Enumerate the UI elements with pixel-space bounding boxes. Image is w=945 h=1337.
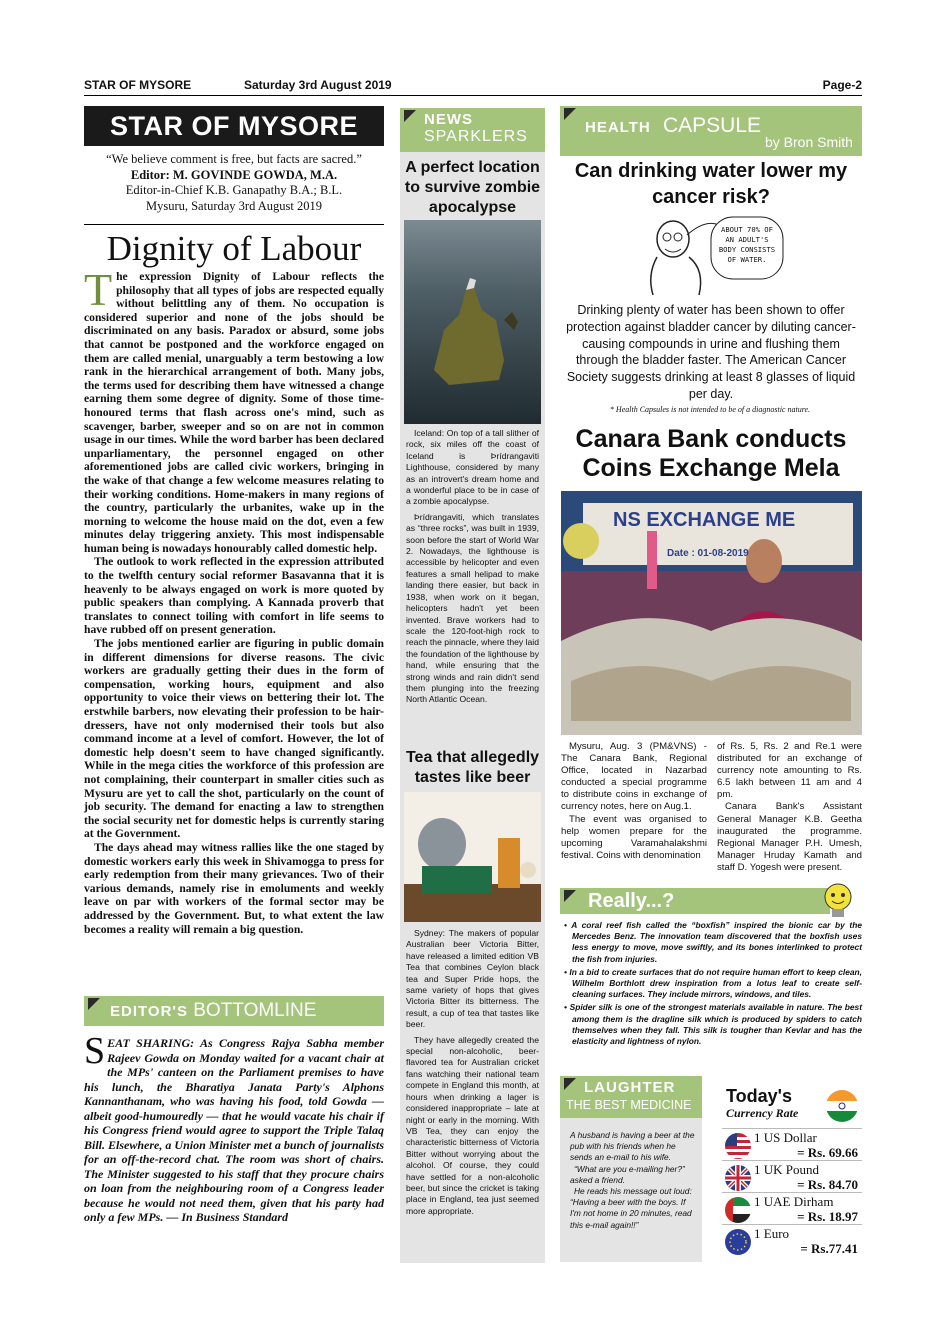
sparklers-banner — [400, 108, 545, 152]
health-disclaimer: * Health Capsules is not intended to be of a diagnostic nature. — [609, 405, 811, 414]
masthead-info — [84, 152, 384, 214]
corner-mark-icon — [88, 998, 100, 1010]
currency-row — [722, 1192, 862, 1224]
photo-banner-text: NS EXCHANGE ME — [613, 509, 796, 531]
corner-mark-icon — [564, 108, 576, 120]
tea-photo — [404, 792, 541, 922]
health-label-b: CAPSULE — [663, 114, 762, 137]
really-label: Really...? — [588, 890, 675, 912]
bottomline-label-a: EDITOR'S — [110, 1003, 188, 1020]
canara-paragraph: Mysuru, Aug. 3 (PM&VNS) - The Canara Bank, Regional Office, located in Nazarbad conducted a special programme to distribute coins in exchange of currency notes, here on Aug.1. — [561, 741, 707, 813]
editorial-paragraph: The jobs mentioned earlier are figuring in public domain in different dimensions for diverse reasons. The civic workers are gradually getting their dues in the form of compensation, working hours, equipment and also opportunity to voice their views on bettering their lot. The erstwhile barbers, now elevating their profession to be hair-dressers, have not only modernised their tools but also command income at a level of comfort. However, the lot of domestic help doesn't seem to have changed significantly. While in the mega cities the workforce of this profession are not complaining, their counterpart in smaller cities such as Mysuru are yet to call the shot, particularly on the count of job security. The demand for enacting a law to strengthen the social security net for domestic helps is currently staring at the Government. — [84, 637, 384, 841]
sparkler-paragraph: They have allegedly created the special non-alcoholic, beer-flavored tea for Australian cricket fans watching their national team compete in England this month, at hours when drinking a lager is considered inappropriate – late at night or early in the morning. With VB Tea, they can enjoy the characteristic bitterness of Victoria Bitter without worrying about the alcohol. Of course, they could have settled for a non-alcoholic beer, but since the cricket is taking place in England, tea just seemed more appropriate. — [406, 1034, 539, 1216]
laughter-banner — [560, 1076, 702, 1118]
laughter-label-b: THE BEST MEDICINE — [566, 1098, 692, 1112]
health-banner — [560, 106, 862, 156]
health-byline: by Bron Smith — [765, 134, 853, 150]
bottomline-label-b: BOTTOMLINE — [193, 1000, 317, 1021]
really-item: • In a bid to create surfaces that do not require human effort to keep clean, Wilhelm Borthlott drew inspiration from a lotus leaf to create self-cleaning surfaces. They include mirrors, windows, and tiles. — [564, 966, 862, 1000]
us-flag-icon — [725, 1133, 751, 1159]
masthead-dateline: Mysuru, Saturday 3rd August 2019 — [145, 198, 323, 213]
masthead-editor: Editor: M. GOVINDE GOWDA, M.A. — [130, 167, 338, 182]
canara-headline: Canara Bank conducts Coins Exchange Mela — [575, 425, 847, 482]
sparkler-title-2: Tea that allegedly tastes like beer — [405, 749, 540, 786]
header-paper-name: STAR OF MYSORE — [84, 78, 192, 92]
sparkler-body-2 — [406, 928, 539, 1217]
laughter-label-a: LAUGHTER — [584, 1079, 676, 1096]
currency-label: 1 UK Pound — [754, 1162, 820, 1177]
masthead-quote: “We believe comment is free, but facts are sacred.” — [106, 152, 362, 166]
bottomline-banner — [84, 996, 384, 1026]
currency-label: 1 US Dollar — [754, 1130, 817, 1145]
corner-mark-icon — [404, 110, 416, 122]
uae-flag-icon — [725, 1197, 751, 1223]
currency-value: = Rs. 69.66 — [797, 1145, 858, 1160]
laughter-line: “What are you e-mailing her?” asked a friend. — [570, 1163, 685, 1185]
lightbulb-icon — [818, 880, 858, 920]
lighthouse-photo — [404, 220, 541, 424]
editorial-paragraph: he expression Dignity of Labour reflects the philosophy that all types of jobs are respected equally without belittling any of them. No occupation is considered superior and none of the jobs should be discriminated on any basis. Paradox or absurd, some jobs that cannot be postponed and the workforce engaged on them are called menial, unarguably a term bestowing a low rank in the hierarchical arrangement of both. Many jobs, the terms used for describing them have witnessed a change earning them some degree of dignity. Some of those time-honoured terms that flash across one's mind, such as scavenger, barber, sweeper and so on are not in common usage in our times. While the word barber has been declared unparliamentary, the personnel engaged on other aforementioned jobs are called civic workers, bringing in the wake of that change a few welcome measures relating to their working conditions. Home-makers in many regions of the country, particularly the urbanites, wake up in the morning to welcome the house maid on the dot, even a few minutes delay triggering anxiety. This most indispensable human being is nowadays honourably called domestic help. — [84, 270, 384, 555]
health-body: Drinking plenty of water has been shown to offer protection against bladder cancer by diluting cancer-causing compounds in urine and flushing them through the bladder faster. The American Cancer Society suggests drinking at least 8 glasses of liquid per day. — [566, 303, 856, 401]
corner-mark-icon — [564, 1078, 576, 1090]
health-question: Can drinking water lower my cancer risk? — [574, 160, 848, 208]
currency-value: = Rs.77.41 — [800, 1241, 858, 1256]
coin-mela-photo — [561, 491, 862, 735]
really-item: • A coral reef fish called the “boxfish” inspired the bionic car by the Mercedes Benz. The innovation team discovered that the boxfish uses less energy to move, move swiftly, and its bones interlinked to protect the fish from injuries. — [564, 920, 862, 964]
really-list — [564, 920, 862, 1049]
health-label-a: HEALTH — [585, 119, 651, 136]
laughter-text — [570, 1130, 698, 1231]
sparkler-paragraph: Þrídrangaviti, which translates as “three rocks”, was built in 1939, soon before the start of World War 2. Nowadays, the lighthouse is accessible by helicopter and even features a small helipad to make landing there easier, but back in 1938, when work on it began, helicopters hadn't yet been invented. Brave workers had to scale the 120-foot-high rock to reach the pinnacle, where they laid the foundation of the lighthouse by hand, while ensuring that the strong winds and rain didn't send them plunging into the freezing North Atlantic Ocean. — [406, 511, 539, 705]
sparklers-label-a: NEWS — [424, 111, 473, 128]
currency-row — [722, 1224, 862, 1256]
sparklers-label-b: SPARKLERS — [424, 128, 528, 145]
divider — [84, 224, 384, 225]
sparkler-paragraph: Sydney: The makers of popular Australian beer Victoria Bitter, have released a limited edition VB Tea that combines Ceylon black tea and Super Pride hops, the same variety of hops that gives Victoria Bitter its bitterness. The result, a cup of tea that tastes like beer. — [406, 928, 539, 1030]
bottomline-text — [84, 1030, 384, 1225]
currency-label: 1 UAE Dirham — [754, 1194, 834, 1209]
currency-label: 1 Euro — [754, 1226, 790, 1241]
header-date: Saturday 3rd August 2019 — [244, 78, 392, 92]
india-flag-icon — [826, 1090, 858, 1122]
really-item: • Spider silk is one of the strongest materials available in nature. The best among them is the dragline silk which is produced by spiders to catch themselves when they fall. This silk is tougher than Kevlar and has the elasticity and lightness of nylon. — [564, 1002, 862, 1047]
currency-row — [722, 1160, 862, 1192]
header-page-number: Page-2 — [822, 78, 862, 92]
canara-paragraph: Canara Bank's Assistant General Manager K.B. Geetha inaugurated the programme. Regional Manager P.H. Umesh, Manager Hruday Kamath and staff D. Yogesh were present. — [717, 801, 862, 873]
editorial-dropcap: T — [84, 264, 113, 315]
canara-paragraph: of Rs. 5, Rs. 2 and Re.1 were distributed for an exchange of currency note amounting to Rs. 6.5 lakh between 11 am and 4 pm. — [717, 741, 862, 801]
canara-col-2 — [717, 741, 862, 874]
editorial-paragraph: The outlook to work reflected in the expression attributed to the twelfth century social reformer Basavanna that it is heavenly to be always engaged on work is more quoted by public speakers than complying. A Kannada proverb that translates to connect toiling with comfort in life seems to have rubbed off on present generation. — [84, 555, 384, 637]
cartoon-caption: ABOUT 70% OF AN ADULT'S BODY CONSISTS OF WATER. — [718, 225, 776, 264]
bottomline-dropcap: S — [84, 1030, 106, 1072]
really-banner — [560, 888, 830, 914]
corner-mark-icon — [564, 890, 576, 902]
page-header — [84, 76, 862, 96]
currency-row — [722, 1128, 862, 1160]
canara-paragraph: The event was organised to help women prepare for the upcoming Varamahalakshmi festival. Coins with denomination — [561, 813, 707, 861]
laughter-line: He reads his message out loud: “Having a beer with the boys. If I'm not home in 20 minutes, read this e-mail again!!” — [570, 1186, 692, 1230]
cartoon — [645, 215, 785, 297]
editorial-body — [84, 264, 384, 936]
editorial-paragraph: The days ahead may witness rallies like the one staged by domestic workers early this week in Shivamogga to press for early redemption from their many grievances. Two of their various demands, namely rise in emoluments and weekly leave on par with workers of the formal sector may be addressed by the Government. But, to what extent the law becomes a reality will remain a big question. — [84, 840, 384, 936]
masthead-title: STAR OF MYSORE — [84, 106, 384, 146]
currency-value: = Rs. 18.97 — [797, 1209, 858, 1224]
currency-title: Today's — [726, 1086, 792, 1106]
canara-col-1 — [561, 741, 707, 862]
currency-value: = Rs. 84.70 — [797, 1177, 858, 1192]
sparkler-paragraph: Iceland: On top of a tall slither of rock, six miles off the coast of Iceland is Þrídrangaviti Lighthouse, considered by many as an introvert's dream home and a wonderful place to be in case of a zombie apocalypse. — [406, 428, 539, 507]
sparkler-title-1: A perfect location to survive zombie apocalypse — [404, 159, 541, 216]
eu-flag-icon — [725, 1229, 751, 1255]
sparkler-body-1 — [406, 428, 539, 706]
masthead-chief-editor: Editor-in-Chief K.B. Ganapathy B.A.; B.L. — [125, 183, 343, 197]
editorial-headline: Dignity of Labour — [106, 229, 362, 268]
laughter-line: A husband is having a beer at the pub with his friends when he sends an e-mail to his wife. — [570, 1130, 695, 1163]
currency-subtitle: Currency Rate — [726, 1106, 799, 1120]
uk-flag-icon — [725, 1165, 751, 1191]
photo-banner-date: Date : 01-08-2019 — [667, 548, 749, 559]
bottomline-body: EAT SHARING: As Congress Rajya Sabha member Rajeev Gowda on Monday waited for a vacant chair at the MPs' canteen on the Parliament premises to have his lunch, the Bharatiya Janata Party's Alphons Kannanthanam, who was having his food, told Gowda — albeit good-humouredly — that he would vacate his chair if his Congress friend would agree to support the Triple Talaq Bill. Elsewhere, a Union Minister met a bunch of journalists for an off-the-record chat. The room was short of chairs. The Minister suggested to his staff that they procure chairs on loan from the neighbouring room of a Congress leader because he would not need them, given that his party had only a few MPs. — In Business Standard — [84, 1036, 384, 1224]
